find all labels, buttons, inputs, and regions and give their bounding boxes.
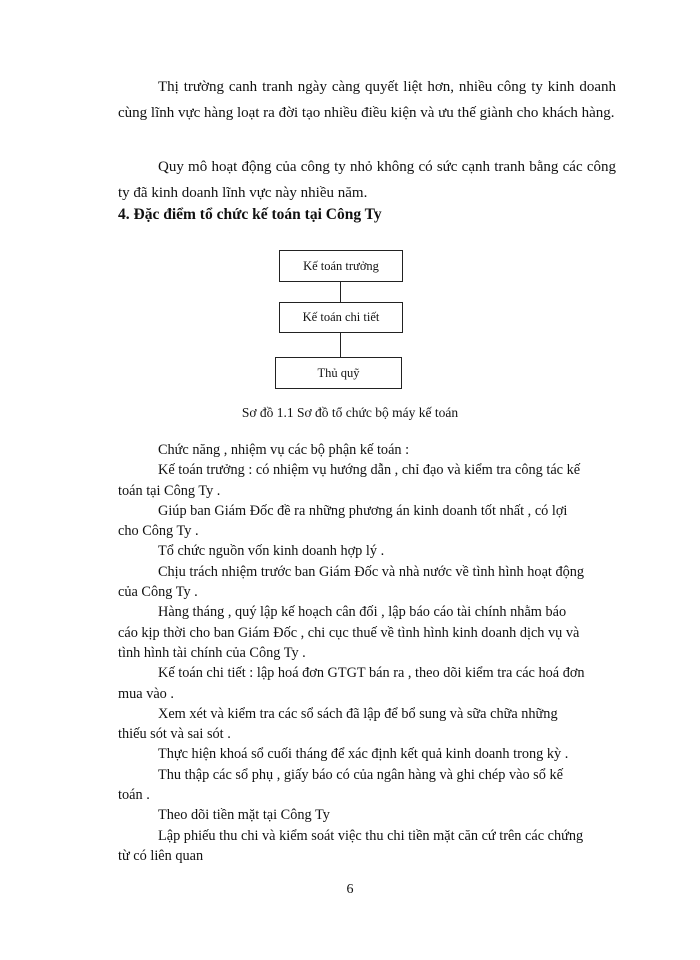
intro-paragraph-2 — [118, 154, 616, 206]
body-line: Lập phiếu thu chi và kiểm soát việc thu chi tiền mặt căn cứ trên các chứng — [158, 827, 584, 844]
body-line: toán tại Công Ty . — [118, 482, 221, 499]
body-line: Thực hiện khoá sổ cuối tháng để xác định kết quả kinh doanh trong kỳ . — [158, 746, 569, 763]
body-line: cho Công Ty . — [118, 523, 199, 540]
body-line: Theo dõi tiền mặt tại Công Ty — [158, 807, 330, 824]
body-line: Kế toán chi tiết : lập hoá đơn GTGT bán ra , theo dõi kiểm tra các hoá đơn — [158, 665, 585, 682]
connector-line-2 — [340, 333, 341, 357]
body-line: Kế toán trưởng : có nhiệm vụ hướng dẫn , chỉ đạo và kiểm tra công tác kế — [158, 462, 581, 479]
body-line: toán . — [118, 787, 150, 804]
box-treasurer: Thủ quỹ — [275, 357, 402, 389]
intro-paragraph-2-text: Quy mô hoạt động của công ty nhỏ không có sức cạnh tranh bằng các công ty đã kinh doanh lĩnh vực này nhiều năm. — [118, 159, 616, 201]
body-line: tình hình tài chính của Công Ty . — [118, 644, 306, 661]
intro-paragraph-1 — [118, 74, 616, 126]
body-line: Xem xét và kiểm tra các sổ sách đã lập để bổ sung và sữa chữa những — [158, 705, 558, 722]
body-line: Hàng tháng , quý lập kế hoạch cân đối , lập báo cáo tài chính nhằm báo — [158, 604, 567, 621]
body-line: Tổ chức nguồn vốn kinh doanh hợp lý . — [158, 543, 385, 560]
body-line: cáo kịp thời cho ban Giám Đốc , chi cục thuế về tình hình kinh doanh dịch vụ và — [118, 624, 580, 641]
box-detail-accountant: Kế toán chi tiết — [279, 302, 403, 333]
body-line: Thu thập các sổ phụ , giấy báo có của ngân hàng và ghi chép vào sổ kế — [158, 766, 563, 783]
body-line: từ có liên quan — [118, 847, 204, 864]
body-line: mua vào . — [118, 685, 174, 702]
box-chief-accountant: Kế toán trưởng — [279, 250, 403, 282]
body-line: Chức năng , nhiệm vụ các bộ phận kế toán : — [158, 442, 410, 458]
body-line: Giúp ban Giám Đốc đề ra những phương án kinh doanh tốt nhất , có lợi — [158, 502, 568, 519]
page-number: 6 — [346, 882, 354, 897]
body-line: của Công Ty . — [118, 584, 198, 601]
intro-paragraph-1-text: Thị trường canh tranh ngày càng quyết liệt hơn, nhiều công ty kinh doanh cùng lĩnh vực hàng loạt ra đời tạo nhiều điều kiện và ưu thế giành cho khách hàng. — [118, 79, 616, 121]
section-heading: 4. Đặc điểm tổ chức kế toán tại Công Ty — [118, 206, 382, 223]
diagram-caption: Sơ đồ 1.1 Sơ đồ tổ chức bộ máy kế toán — [241, 405, 459, 420]
body-line: thiếu sót và sai sót . — [118, 726, 231, 743]
body-line: Chịu trách nhiệm trước ban Giám Đốc và nhà nước về tình hình hoạt động — [158, 563, 585, 580]
body-text — [118, 440, 618, 866]
connector-line-1 — [340, 282, 341, 302]
